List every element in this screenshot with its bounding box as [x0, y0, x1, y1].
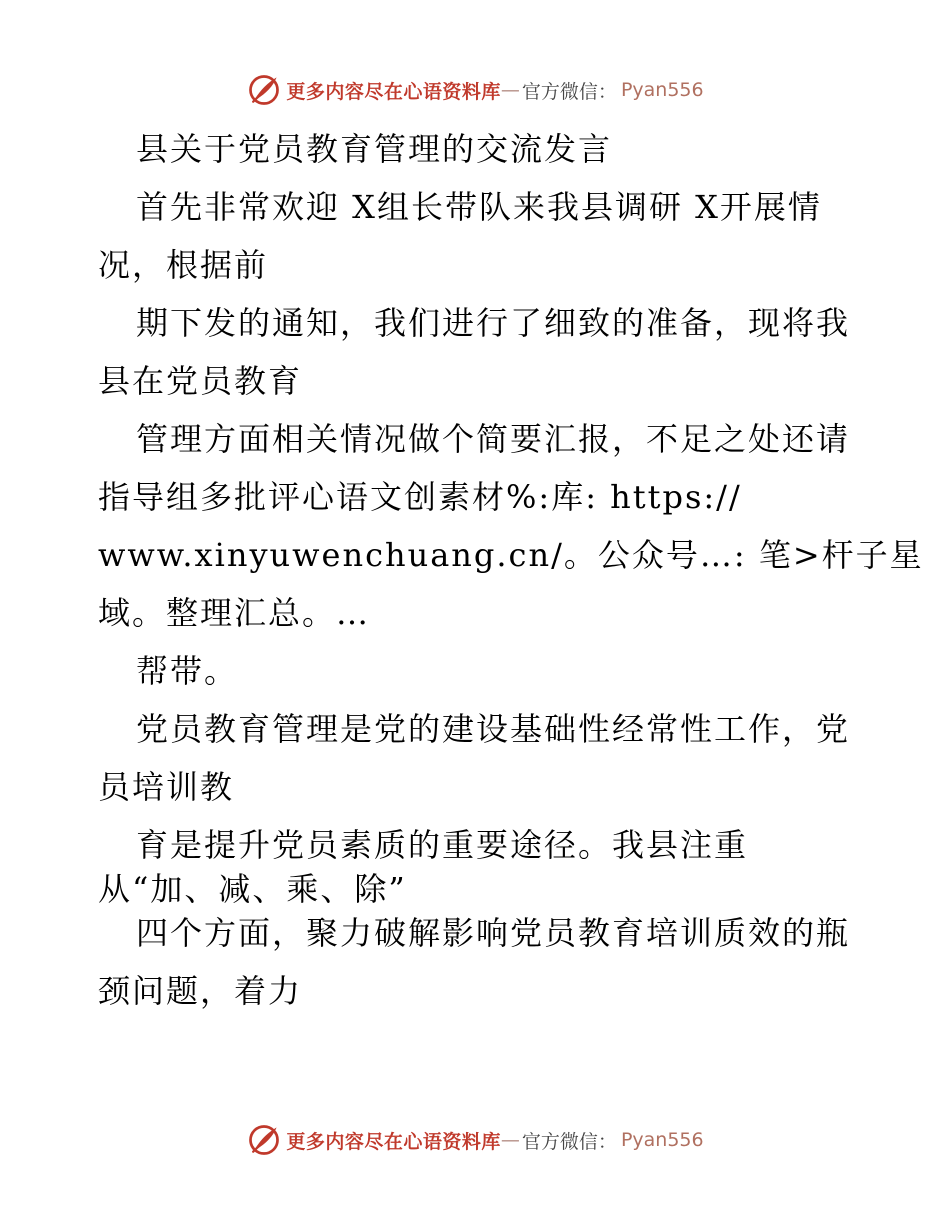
paragraph-line: 育是提升党员素质的重要途径。我县注重: [136, 826, 749, 864]
paragraph-line: 管理方面相关情况做个简要汇报，不足之处还请: [136, 420, 851, 458]
paragraph-line: 域。整理汇总。…: [98, 594, 371, 632]
document-body: [98, 120, 924, 1020]
paragraph-line: 帮带。: [136, 652, 239, 690]
paragraph-line: 员培训教: [98, 768, 235, 806]
paragraph-line: 县在党员教育: [98, 362, 303, 400]
paragraph-line: 颈问题，着力: [98, 972, 303, 1010]
feather-pen-logo-icon: [246, 1122, 282, 1158]
feather-pen-logo-icon: [246, 72, 282, 108]
header-watermark-banner: [0, 70, 950, 110]
footer-watermark-banner: [0, 1120, 950, 1160]
banner-title: 更多内容尽在心语资料库: [286, 1130, 501, 1153]
paragraph-line: 指导组多批评心语文创素材%:库: https://: [98, 478, 742, 516]
paragraph-line: 从“加、减、乘、除”: [98, 870, 407, 908]
paragraph-line: www.xinyuwenchuang.cn/。公众号…: 笔>杆子星: [98, 536, 924, 574]
banner-title: 更多内容尽在心语资料库: [286, 80, 501, 103]
banner-wechat-label: 官方微信：: [521, 80, 617, 103]
paragraph-line: 党员教育管理是党的建设基础性经常性工作，党: [136, 710, 851, 748]
banner-separator: —: [500, 79, 520, 101]
banner-separator: —: [500, 1129, 520, 1151]
paragraph-line: 况，根据前: [98, 246, 269, 284]
banner-wechat-id: Pyan556: [620, 79, 704, 101]
paragraph-line: 首先非常欢迎 X组长带队来我县调研 X开展情: [136, 188, 822, 226]
paragraph-line: 期下发的通知，我们进行了细致的准备，现将我: [136, 304, 851, 342]
banner-wechat-id: Pyan556: [620, 1129, 704, 1151]
paragraph-line: 四个方面，聚力破解影响党员教育培训质效的瓶: [136, 914, 851, 952]
document-title: 县关于党员教育管理的交流发言: [136, 130, 613, 168]
banner-wechat-label: 官方微信：: [521, 1130, 617, 1153]
